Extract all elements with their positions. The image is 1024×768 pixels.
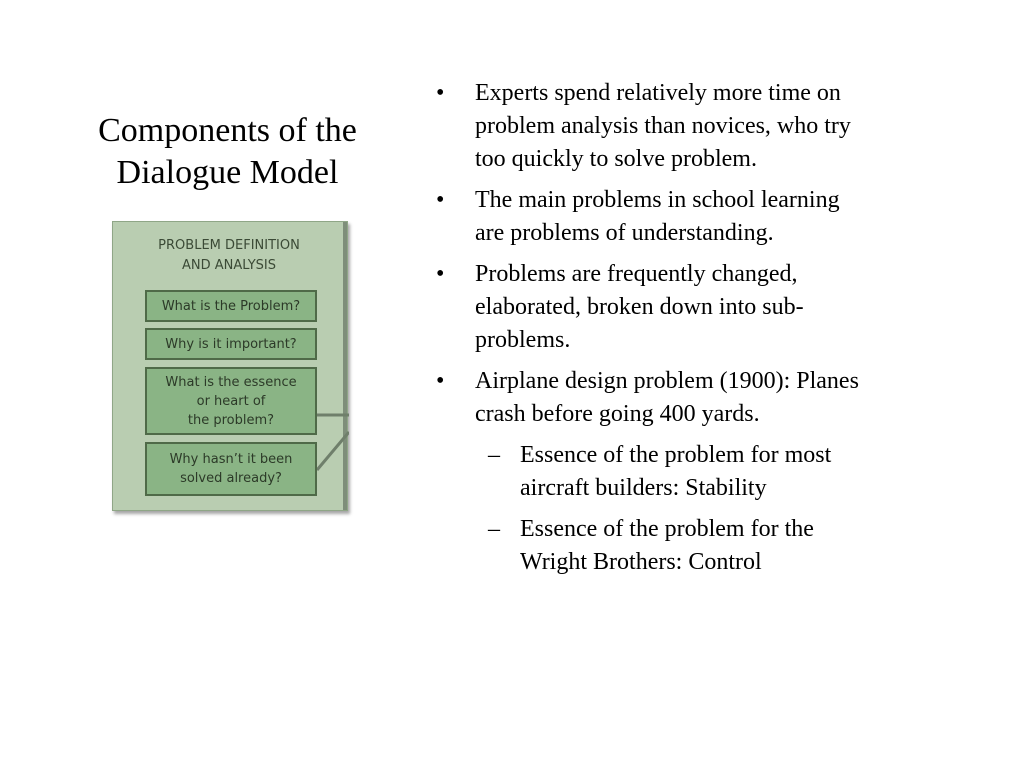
problem-definition-diagram: [112, 221, 348, 511]
bullet-line: problem analysis than novices, who try: [475, 113, 851, 139]
diagram-heading: [113, 236, 345, 276]
diagram-box-line: the problem?: [187, 412, 275, 428]
diagram-box-line: Why hasn’t it been: [169, 452, 293, 467]
bullet-item: [436, 258, 956, 357]
diagram-box-line: Why is it important?: [165, 336, 297, 352]
bullet-line: problems.: [475, 327, 571, 353]
diagram-heading-line: PROBLEM DEFINITION: [158, 238, 300, 253]
sub-bullet-marker: –: [488, 442, 500, 468]
bullet-item: [436, 365, 956, 431]
bullet-line: The main problems in school learning: [475, 187, 840, 213]
bullet-list: [436, 77, 956, 431]
sub-bullet-line: Wright Brothers: Control: [520, 549, 762, 575]
bullet-line: are problems of understanding.: [475, 220, 774, 246]
sub-bullet-text: [520, 439, 956, 505]
bullet-marker: •: [436, 368, 445, 394]
slide-title: [60, 110, 395, 194]
bullet-text: [475, 258, 956, 357]
bullet-line: elaborated, broken down into sub-: [475, 294, 804, 320]
slide-title-line: Dialogue Model: [116, 154, 339, 191]
diagram-box-why-important: [145, 328, 317, 360]
bullet-line: crash before going 400 yards.: [475, 401, 760, 427]
bullet-marker: •: [436, 261, 445, 287]
bullet-line: Experts spend relatively more time on: [475, 80, 841, 106]
sub-bullet-marker: –: [488, 516, 500, 542]
diagram-box-essence: [145, 367, 317, 435]
bullet-item: [436, 184, 956, 250]
sub-bullet-text: [520, 513, 956, 579]
bullet-line: Problems are frequently changed,: [475, 261, 798, 287]
sub-bullet-list: [436, 439, 956, 579]
bullet-text: [475, 77, 956, 176]
slide-title-line: Components of the: [98, 112, 357, 149]
bullet-item: [436, 77, 956, 176]
sub-bullet-item: [436, 439, 956, 505]
sub-bullet-line: aircraft builders: Stability: [520, 475, 767, 501]
diagram-box-line: or heart of: [196, 393, 266, 409]
diagram-box-what-is-problem: [145, 290, 317, 322]
bullet-text: [475, 365, 956, 431]
sub-bullet-line: Essence of the problem for most: [520, 442, 832, 468]
sub-bullet-item: [436, 513, 956, 579]
diagram-box-line: What is the Problem?: [161, 298, 301, 314]
diagram-heading-line: AND ANALYSIS: [181, 258, 277, 273]
slide-content: [436, 77, 956, 587]
bullet-line: Airplane design problem (1900): Planes: [475, 368, 859, 394]
bullet-line: too quickly to solve problem.: [475, 146, 757, 172]
diagram-box-why-not-solved: [145, 442, 317, 496]
bullet-marker: •: [436, 80, 445, 106]
bullet-text: [475, 184, 956, 250]
bullet-marker: •: [436, 187, 445, 213]
diagram-box-line: What is the essence: [165, 374, 297, 390]
sub-bullet-line: Essence of the problem for the: [520, 516, 814, 542]
diagram-box-line: solved already?: [180, 471, 282, 486]
